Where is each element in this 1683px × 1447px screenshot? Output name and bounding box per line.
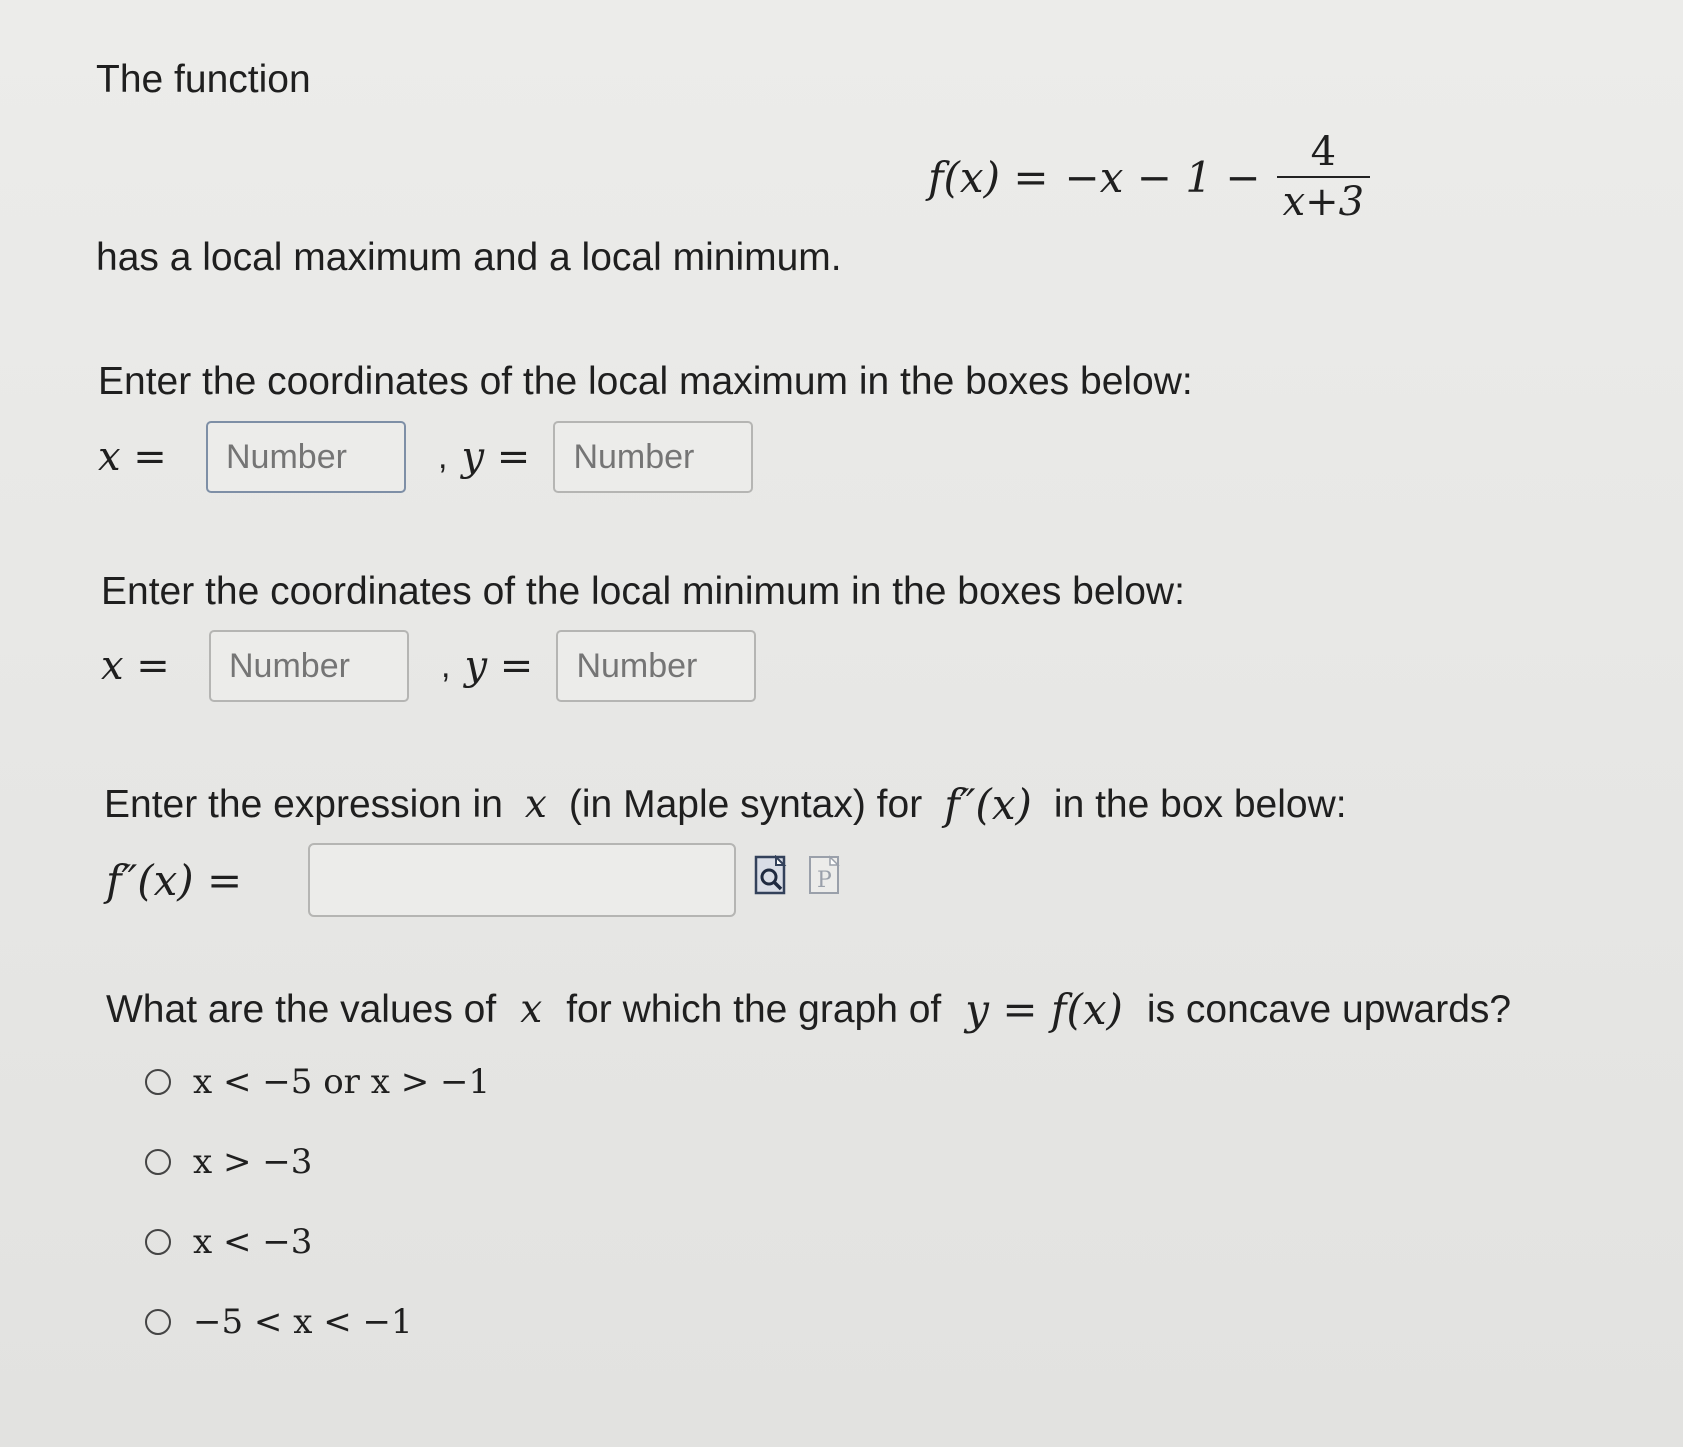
expr-row xyxy=(106,843,842,917)
max-prompt: Enter the coordinates of the local maximum in the boxes below: xyxy=(98,360,1193,403)
expr-prompt-var: x xyxy=(524,782,547,827)
expr-field[interactable] xyxy=(326,860,730,901)
radio-circle-icon[interactable] xyxy=(145,1229,171,1255)
fraction-denominator: x+3 xyxy=(1277,176,1371,226)
radio-circle-icon[interactable] xyxy=(145,1309,171,1335)
min-x-input[interactable] xyxy=(209,630,409,702)
formula-fraction xyxy=(1277,128,1371,226)
max-y-label: y = xyxy=(461,434,531,480)
min-y-input[interactable] xyxy=(556,630,756,702)
min-x-label: x = xyxy=(101,643,170,689)
concave-prompt-fn: y = f(x) xyxy=(965,985,1123,1034)
option-1-label: x < −5 or x > −1 xyxy=(193,1062,491,1102)
max-x-label: x = xyxy=(98,434,167,480)
option-4[interactable] xyxy=(145,1302,413,1342)
function-formula xyxy=(928,122,1370,232)
expr-prompt xyxy=(104,780,1347,829)
preview-icon[interactable] xyxy=(754,855,788,905)
expr-prompt-b: (in Maple syntax) for xyxy=(568,782,923,826)
fraction-numerator: 4 xyxy=(1310,129,1337,175)
min-prompt: Enter the coordinates of the local minimum in the boxes below: xyxy=(101,570,1185,613)
option-3[interactable] xyxy=(145,1222,312,1262)
max-y-input[interactable] xyxy=(553,421,753,493)
max-x-input[interactable] xyxy=(206,421,406,493)
option-2[interactable] xyxy=(145,1142,312,1182)
intro-text: The function xyxy=(96,58,311,101)
option-4-label: −5 < x < −1 xyxy=(193,1302,413,1342)
formula-lhs: f(x) = xyxy=(928,152,1049,202)
max-inputs-row xyxy=(98,421,753,493)
expr-prompt-c: in the box below: xyxy=(1053,782,1347,826)
formula-rhs: −x − 1 − xyxy=(1064,152,1261,202)
statement-text: has a local maximum and a local minimum. xyxy=(96,236,842,279)
min-y-field[interactable] xyxy=(574,646,748,687)
concave-prompt-var: x xyxy=(520,987,543,1032)
option-3-label: x < −3 xyxy=(193,1222,313,1262)
radio-circle-icon[interactable] xyxy=(145,1149,171,1175)
concave-prompt-c: is concave upwards? xyxy=(1146,987,1512,1031)
min-y-label: y = xyxy=(464,643,534,689)
concave-prompt xyxy=(106,985,1511,1034)
expr-input[interactable] xyxy=(308,843,736,917)
maple-help-icon[interactable] xyxy=(808,855,842,905)
concave-prompt-b: for which the graph of xyxy=(566,987,942,1031)
max-y-field[interactable] xyxy=(571,437,745,478)
max-x-field[interactable] xyxy=(224,437,398,478)
min-x-field[interactable] xyxy=(227,646,401,687)
min-comma: , xyxy=(441,646,451,685)
expr-prompt-a: Enter the expression in xyxy=(104,782,503,826)
option-1[interactable] xyxy=(145,1062,490,1102)
max-comma: , xyxy=(438,437,448,476)
min-inputs-row xyxy=(101,630,756,702)
expr-label: f″(x) = xyxy=(106,855,243,905)
radio-circle-icon[interactable] xyxy=(145,1069,171,1095)
expr-prompt-fn: f″(x) xyxy=(944,780,1032,829)
option-2-label: x > −3 xyxy=(193,1142,313,1182)
svg-text:P: P xyxy=(817,868,832,893)
concave-prompt-a: What are the values of xyxy=(106,987,497,1031)
